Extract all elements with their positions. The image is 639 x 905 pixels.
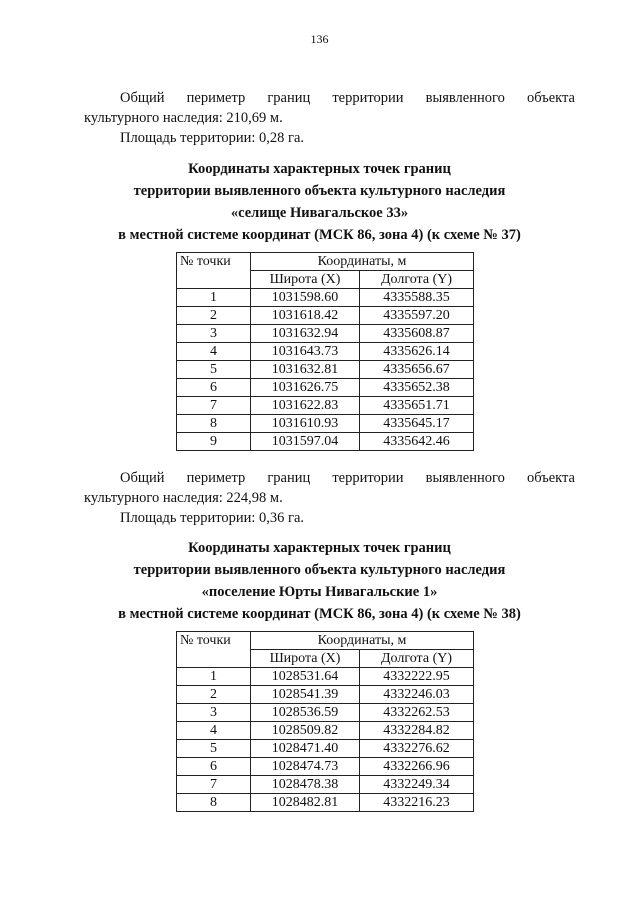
cell-y: 4335652.38 <box>360 379 474 397</box>
heading-line: в местной системе координат (МСК 86, зона 4) (к схеме № 37) <box>118 227 521 243</box>
cell-y: 4335642.46 <box>360 433 474 451</box>
cell-x: 1031643.73 <box>251 343 360 361</box>
table-row <box>177 722 474 740</box>
word: Общий <box>120 90 165 106</box>
word: территории <box>332 470 404 486</box>
cell-num: 9 <box>177 433 251 451</box>
cell-num: 3 <box>177 704 251 722</box>
heading-line: «селище Нивагальское 33» <box>230 205 409 221</box>
cell-y: 4332262.53 <box>360 704 474 722</box>
cell-x: 1028509.82 <box>251 722 360 740</box>
table-row <box>177 361 474 379</box>
cell-x: 1031632.94 <box>251 325 360 343</box>
word: границ <box>267 470 311 486</box>
table-row <box>177 704 474 722</box>
heading-line: Координаты характерных точек границ <box>188 540 451 556</box>
cell-x: 1031632.81 <box>251 361 360 379</box>
area-value: Площадь территории: 0,36 га. <box>120 510 305 526</box>
table-row <box>177 379 474 397</box>
col-coordinates: Координаты, м <box>251 632 474 650</box>
word: границ <box>267 90 311 106</box>
cell-y: 4335645.17 <box>360 415 474 433</box>
cell-num: 4 <box>177 722 251 740</box>
coordinates-table-2 <box>176 631 474 812</box>
table-row <box>177 776 474 794</box>
cell-x: 1031626.75 <box>251 379 360 397</box>
cell-y: 4332216.23 <box>360 794 474 812</box>
table-row <box>177 668 474 686</box>
heading-line: в местной системе координат (МСК 86, зона 4) (к схеме № 38) <box>118 606 521 622</box>
cell-num: 7 <box>177 776 251 794</box>
perimeter-value: культурного наследия: 224,98 м. <box>84 490 283 506</box>
cell-x: 1031598.60 <box>251 289 360 307</box>
cell-num: 7 <box>177 397 251 415</box>
table-row <box>177 325 474 343</box>
word: объекта <box>526 90 575 106</box>
heading-line: «поселение Юрты Нивагальские 1» <box>201 584 438 600</box>
table-row <box>177 307 474 325</box>
table-row <box>177 794 474 812</box>
area-value: Площадь территории: 0,28 га. <box>120 130 305 146</box>
page-number: 136 <box>310 32 329 46</box>
cell-y: 4332249.34 <box>360 776 474 794</box>
cell-x: 1028471.40 <box>251 740 360 758</box>
coordinates-table-1 <box>176 252 474 451</box>
cell-num: 1 <box>177 668 251 686</box>
cell-x: 1028541.39 <box>251 686 360 704</box>
cell-y: 4332222.95 <box>360 668 474 686</box>
word: периметр <box>186 90 246 106</box>
cell-y: 4335597.20 <box>360 307 474 325</box>
perimeter-paragraph-2 <box>84 468 575 528</box>
cell-y: 4335651.71 <box>360 397 474 415</box>
word: Общий <box>120 470 165 486</box>
cell-y: 4335626.14 <box>360 343 474 361</box>
cell-x: 1031610.93 <box>251 415 360 433</box>
table-row <box>177 289 474 307</box>
table-row <box>177 415 474 433</box>
perimeter-paragraph-1 <box>84 88 575 148</box>
col-point-number: № точки <box>177 253 251 289</box>
cell-x: 1028536.59 <box>251 704 360 722</box>
cell-y: 4332266.96 <box>360 758 474 776</box>
table-row <box>177 433 474 451</box>
heading-line: территории выявленного объекта культурного наследия <box>133 562 506 578</box>
word: периметр <box>186 470 246 486</box>
heading-line: территории выявленного объекта культурного наследия <box>133 183 506 199</box>
cell-num: 8 <box>177 794 251 812</box>
cell-num: 3 <box>177 325 251 343</box>
cell-num: 5 <box>177 740 251 758</box>
cell-y: 4332284.82 <box>360 722 474 740</box>
cell-y: 4332246.03 <box>360 686 474 704</box>
col-coordinates: Координаты, м <box>251 253 474 271</box>
table-heading-2 <box>0 537 639 625</box>
cell-x: 1031597.04 <box>251 433 360 451</box>
cell-num: 6 <box>177 379 251 397</box>
cell-num: 8 <box>177 415 251 433</box>
cell-x: 1031622.83 <box>251 397 360 415</box>
col-longitude-y: Долгота (Y) <box>360 650 474 668</box>
word: объекта <box>526 470 575 486</box>
cell-num: 2 <box>177 307 251 325</box>
cell-num: 4 <box>177 343 251 361</box>
col-longitude-y: Долгота (Y) <box>360 271 474 289</box>
table-row <box>177 686 474 704</box>
perimeter-line-justified <box>84 88 575 108</box>
word: территории <box>332 90 404 106</box>
cell-y: 4332276.62 <box>360 740 474 758</box>
word: выявленного <box>425 90 505 106</box>
cell-num: 5 <box>177 361 251 379</box>
perimeter-line-justified <box>84 468 575 488</box>
word: выявленного <box>425 470 505 486</box>
col-latitude-x: Широта (X) <box>251 650 360 668</box>
cell-x: 1028474.73 <box>251 758 360 776</box>
cell-num: 2 <box>177 686 251 704</box>
table-row <box>177 343 474 361</box>
col-point-number: № точки <box>177 632 251 668</box>
cell-x: 1028478.38 <box>251 776 360 794</box>
col-latitude-x: Широта (X) <box>251 271 360 289</box>
cell-y: 4335608.87 <box>360 325 474 343</box>
perimeter-value: культурного наследия: 210,69 м. <box>84 110 283 126</box>
cell-x: 1028531.64 <box>251 668 360 686</box>
cell-num: 6 <box>177 758 251 776</box>
table-row <box>177 758 474 776</box>
cell-num: 1 <box>177 289 251 307</box>
table-row <box>177 740 474 758</box>
heading-line: Координаты характерных точек границ <box>188 161 451 177</box>
cell-x: 1031618.42 <box>251 307 360 325</box>
table-row <box>177 397 474 415</box>
cell-y: 4335656.67 <box>360 361 474 379</box>
cell-x: 1028482.81 <box>251 794 360 812</box>
cell-y: 4335588.35 <box>360 289 474 307</box>
table-heading-1 <box>0 158 639 246</box>
